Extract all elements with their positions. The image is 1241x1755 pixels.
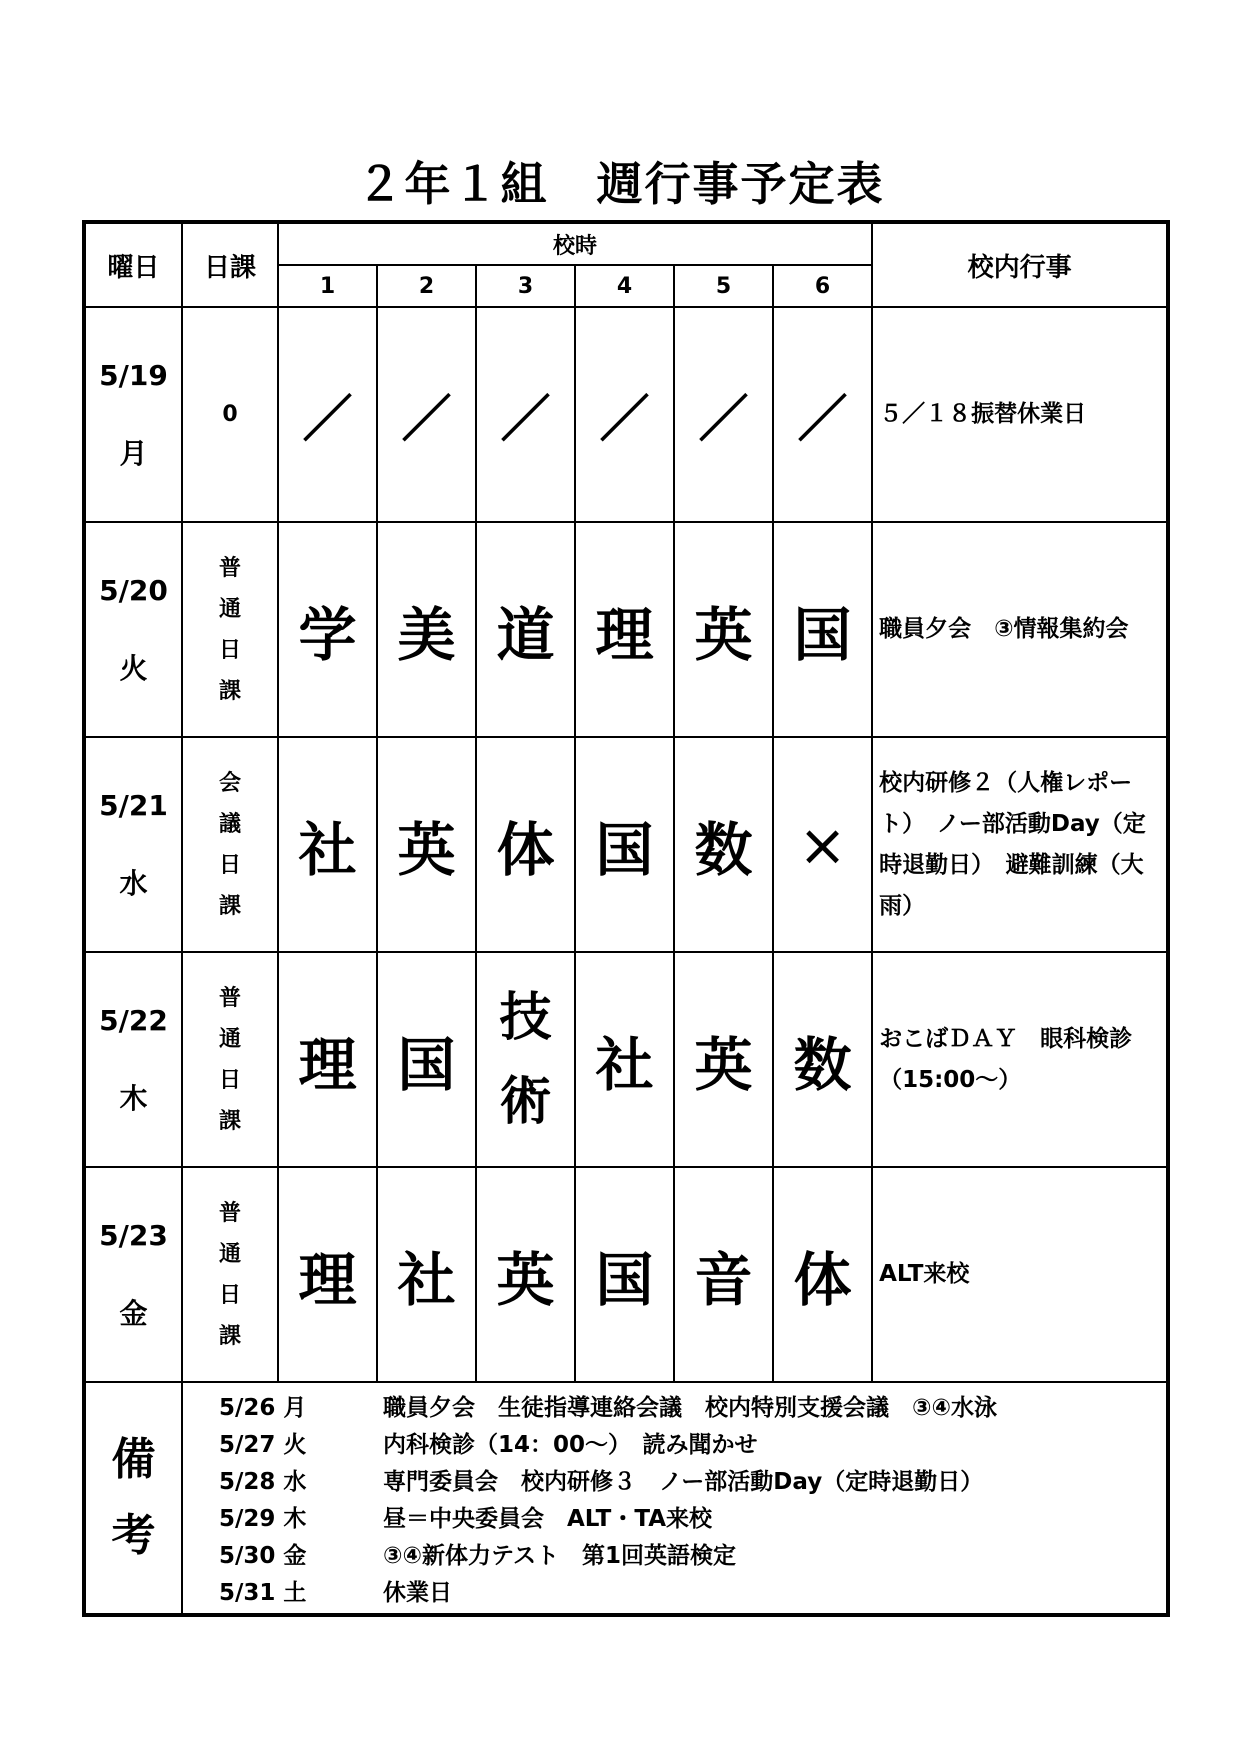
period-cell: 社 — [575, 952, 674, 1167]
header-period: 5 — [674, 265, 773, 307]
day-row — [84, 952, 1168, 1167]
date-label: 5/20 — [99, 573, 168, 607]
note-date: 5/30 金 — [219, 1543, 307, 1569]
nikka-char: 課 — [218, 678, 241, 704]
nikka-char: 議 — [218, 811, 241, 837]
nikka-cell — [182, 522, 278, 737]
weekday-label: 水 — [119, 866, 148, 900]
period-cell: 理 — [278, 1167, 377, 1382]
note-date: 5/27 火 — [219, 1432, 307, 1458]
nikka-char: 0 — [222, 402, 238, 427]
nikka-char: 日 — [218, 637, 241, 663]
weekday-label: 火 — [119, 651, 148, 685]
date-cell — [84, 737, 182, 952]
header-kouji: 校時 — [278, 222, 872, 265]
period-cell: 体 — [476, 737, 575, 952]
note-text: 休業日 — [383, 1580, 452, 1606]
date-label: 5/23 — [99, 1218, 168, 1252]
period-cell: 理 — [575, 522, 674, 737]
nikka-char: 課 — [218, 1108, 241, 1134]
period-cell: 社 — [377, 1167, 476, 1382]
header-youbi: 曜日 — [84, 222, 182, 307]
period-cell: 数 — [773, 952, 872, 1167]
header-period: 3 — [476, 265, 575, 307]
note-item — [219, 1535, 1166, 1572]
note-text: ③④新体力テスト 第1回英語検定 — [383, 1543, 737, 1569]
nikka-cell — [182, 307, 278, 522]
note-item — [219, 1498, 1166, 1535]
note-item — [219, 1387, 1166, 1424]
date-label: 5/22 — [99, 1003, 168, 1037]
nikka-char: 日 — [218, 1282, 241, 1308]
nikka-char: 通 — [218, 1026, 241, 1052]
note-item — [219, 1572, 1166, 1609]
period-cell: 技術 — [476, 952, 575, 1167]
period-cell: ／ — [674, 307, 773, 522]
period-cell: 理 — [278, 952, 377, 1167]
period-cell: 数 — [674, 737, 773, 952]
note-date: 5/28 水 — [219, 1469, 307, 1495]
header-nikka: 日課 — [182, 222, 278, 307]
note-item — [219, 1424, 1166, 1461]
note-item — [219, 1461, 1166, 1498]
page-title: ２年１組 週行事予定表 — [356, 157, 885, 211]
nikka-char: 会 — [218, 770, 241, 796]
period-cell: 学 — [278, 522, 377, 737]
nikka-cell — [182, 737, 278, 952]
period-cell: × — [773, 737, 872, 952]
period-cell: 国 — [575, 1167, 674, 1382]
period-cell: 国 — [575, 737, 674, 952]
nikka-char: 普 — [218, 1200, 241, 1226]
note-text: 内科検診（14：00～） 読み聞かせ — [383, 1432, 758, 1458]
nikka-char: 通 — [218, 596, 241, 622]
period-cell: ／ — [377, 307, 476, 522]
date-cell — [84, 1167, 182, 1382]
period-cell: ／ — [476, 307, 575, 522]
nikka-char: 普 — [218, 985, 241, 1011]
weekday-label: 月 — [119, 436, 148, 470]
date-cell — [84, 952, 182, 1167]
day-row — [84, 522, 1168, 737]
header-events: 校内行事 — [872, 222, 1168, 307]
event-cell: 校内研修２（人権レポート） ノー部活動Day（定時退勤日） 避難訓練（大雨） — [872, 737, 1168, 952]
nikka-cell — [182, 952, 278, 1167]
header-period: 4 — [575, 265, 674, 307]
period-cell: ／ — [773, 307, 872, 522]
nikka-cell — [182, 1167, 278, 1382]
period-cell: 道 — [476, 522, 575, 737]
period-cell: 英 — [476, 1167, 575, 1382]
period-cell: 美 — [377, 522, 476, 737]
bikou-row — [84, 1382, 1168, 1615]
weekday-label: 金 — [119, 1296, 148, 1330]
note-text: 専門委員会 校内研修３ ノー部活動Day（定時退勤日） — [383, 1469, 984, 1495]
period-cell: 社 — [278, 737, 377, 952]
period-cell: 英 — [377, 737, 476, 952]
weekday-label: 木 — [119, 1081, 148, 1115]
nikka-char: 課 — [218, 1323, 241, 1349]
note-date: 5/26 月 — [219, 1395, 307, 1421]
period-cell: 国 — [773, 522, 872, 737]
event-cell: ５／１８振替休業日 — [872, 307, 1168, 522]
date-label: 5/19 — [99, 358, 168, 392]
nikka-char: 課 — [218, 893, 241, 919]
weekly-schedule-table — [82, 220, 1170, 1617]
bikou-label-char: 備 — [111, 1434, 156, 1485]
header-period: 1 — [278, 265, 377, 307]
nikka-char: 日 — [218, 1067, 241, 1093]
note-date: 5/31 土 — [219, 1580, 307, 1606]
bikou-label-char: 考 — [111, 1510, 156, 1561]
period-cell: 体 — [773, 1167, 872, 1382]
bikou-label — [84, 1382, 182, 1615]
note-date: 5/29 木 — [219, 1506, 307, 1532]
header-period: 6 — [773, 265, 872, 307]
period-cell: ／ — [575, 307, 674, 522]
note-text: 昼＝中央委員会 ALT・TA来校 — [383, 1506, 713, 1532]
day-row — [84, 737, 1168, 952]
period-cell: ／ — [278, 307, 377, 522]
event-cell: 職員夕会 ③情報集約会 — [872, 522, 1168, 737]
note-text: 職員夕会 生徒指導連絡会議 校内特別支援会議 ③④水泳 — [383, 1395, 997, 1421]
date-cell — [84, 522, 182, 737]
event-cell: ALT来校 — [872, 1167, 1168, 1382]
day-row — [84, 307, 1168, 522]
header-period: 2 — [377, 265, 476, 307]
date-cell — [84, 307, 182, 522]
bikou-notes — [182, 1382, 1168, 1615]
nikka-char: 通 — [218, 1241, 241, 1267]
nikka-char: 普 — [218, 555, 241, 581]
nikka-char: 日 — [218, 852, 241, 878]
period-cell: 国 — [377, 952, 476, 1167]
period-cell: 英 — [674, 522, 773, 737]
period-cell: 英 — [674, 952, 773, 1167]
date-label: 5/21 — [99, 788, 168, 822]
period-cell: 音 — [674, 1167, 773, 1382]
event-cell: おこばＤＡＹ 眼科検診（15:00～） — [872, 952, 1168, 1167]
day-row — [84, 1167, 1168, 1382]
